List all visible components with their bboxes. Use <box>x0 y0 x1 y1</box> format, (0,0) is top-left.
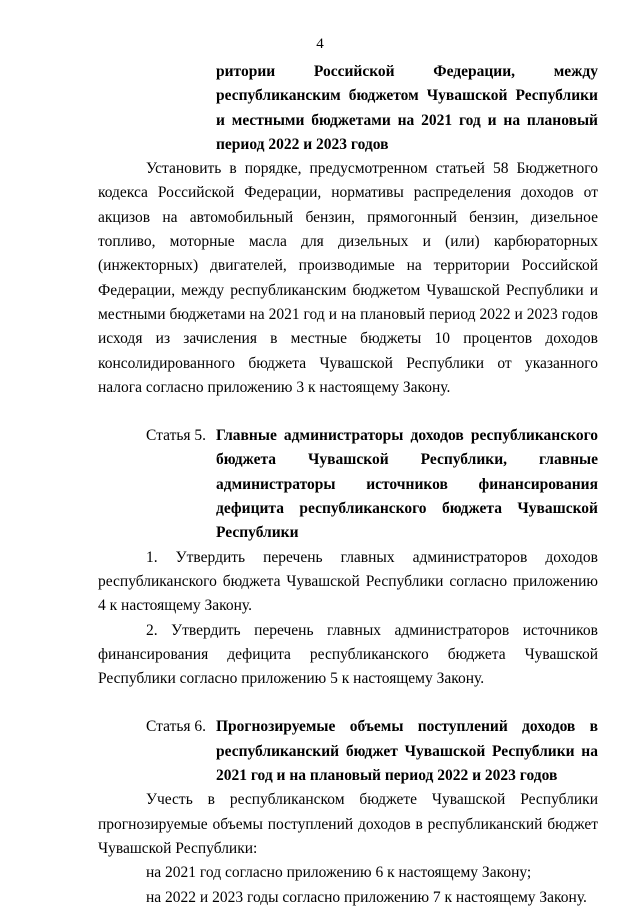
article-5-label: Статья 5. <box>146 427 207 445</box>
document-body <box>98 60 598 910</box>
article-6-paragraph-1: Учесть в республиканском бюджете Чувашской Республики прогнозируемые объемы поступлений доходов в республиканский бюджет Чувашской Республики: <box>98 791 598 857</box>
article-6-title: Прогнозируемые объемы поступлений доходов в республиканский бюджет Чувашской Республики на 2021 год и на плановый период 2022 и 2023 годов <box>216 718 598 785</box>
article-6-paragraph-2: на 2021 год согласно приложению 6 к настоящему Закону; <box>146 864 532 882</box>
article-5-heading <box>98 424 598 545</box>
article-6-label: Статья 6. <box>146 718 207 736</box>
page-number: 4 <box>316 36 324 52</box>
article-5-title: Главные администраторы доходов республиканского бюджета Чувашской Республики, главные администраторы источников финансирования дефицита республиканского бюджета Чувашской Республики <box>216 427 598 542</box>
article-5-paragraph-2: 2. Утвердить перечень главных администраторов источников финансирования дефицита республиканского бюджета Чувашской Республики согласно приложению 5 к настоящему Закону. <box>98 621 598 688</box>
continued-article-heading: ритории Российской Федерации, между республиканским бюджетом Чувашской Республики и местными бюджетами на 2021 год и на плановый период 2022 и 2023 годов <box>216 63 598 153</box>
article-5-paragraph-1: 1. Утвердить перечень главных администраторов доходов республиканского бюджета Чувашской Республики согласно приложению 4 к настоящему Закону. <box>98 548 598 615</box>
article-6-heading <box>98 715 598 788</box>
article-6-paragraph-3: на 2022 и 2023 годы согласно приложению 7 к настоящему Закону. <box>146 888 587 906</box>
intro-paragraph: Установить в порядке, предусмотренном статьей 58 Бюджетного кодекса Российской Федерации, нормативы распределения доходов от акцизов на автомобильный бензин, прямогонный бензин, дизельное топливо, моторные масла для дизельных и (или) карбюраторных (инжекторных) двигателей, производимые на территории Российской Федерации, между республиканским бюджетом Чувашской Республики и местными бюджетами на 2021 год и на плановый период 2022 и 2023 годов исходя из зачисления в местные бюджеты 10 процентов доходов консолидированного бюджета Чувашской Республики от указанного налога согласно приложению 3 к настоящему Закону. <box>98 160 598 396</box>
